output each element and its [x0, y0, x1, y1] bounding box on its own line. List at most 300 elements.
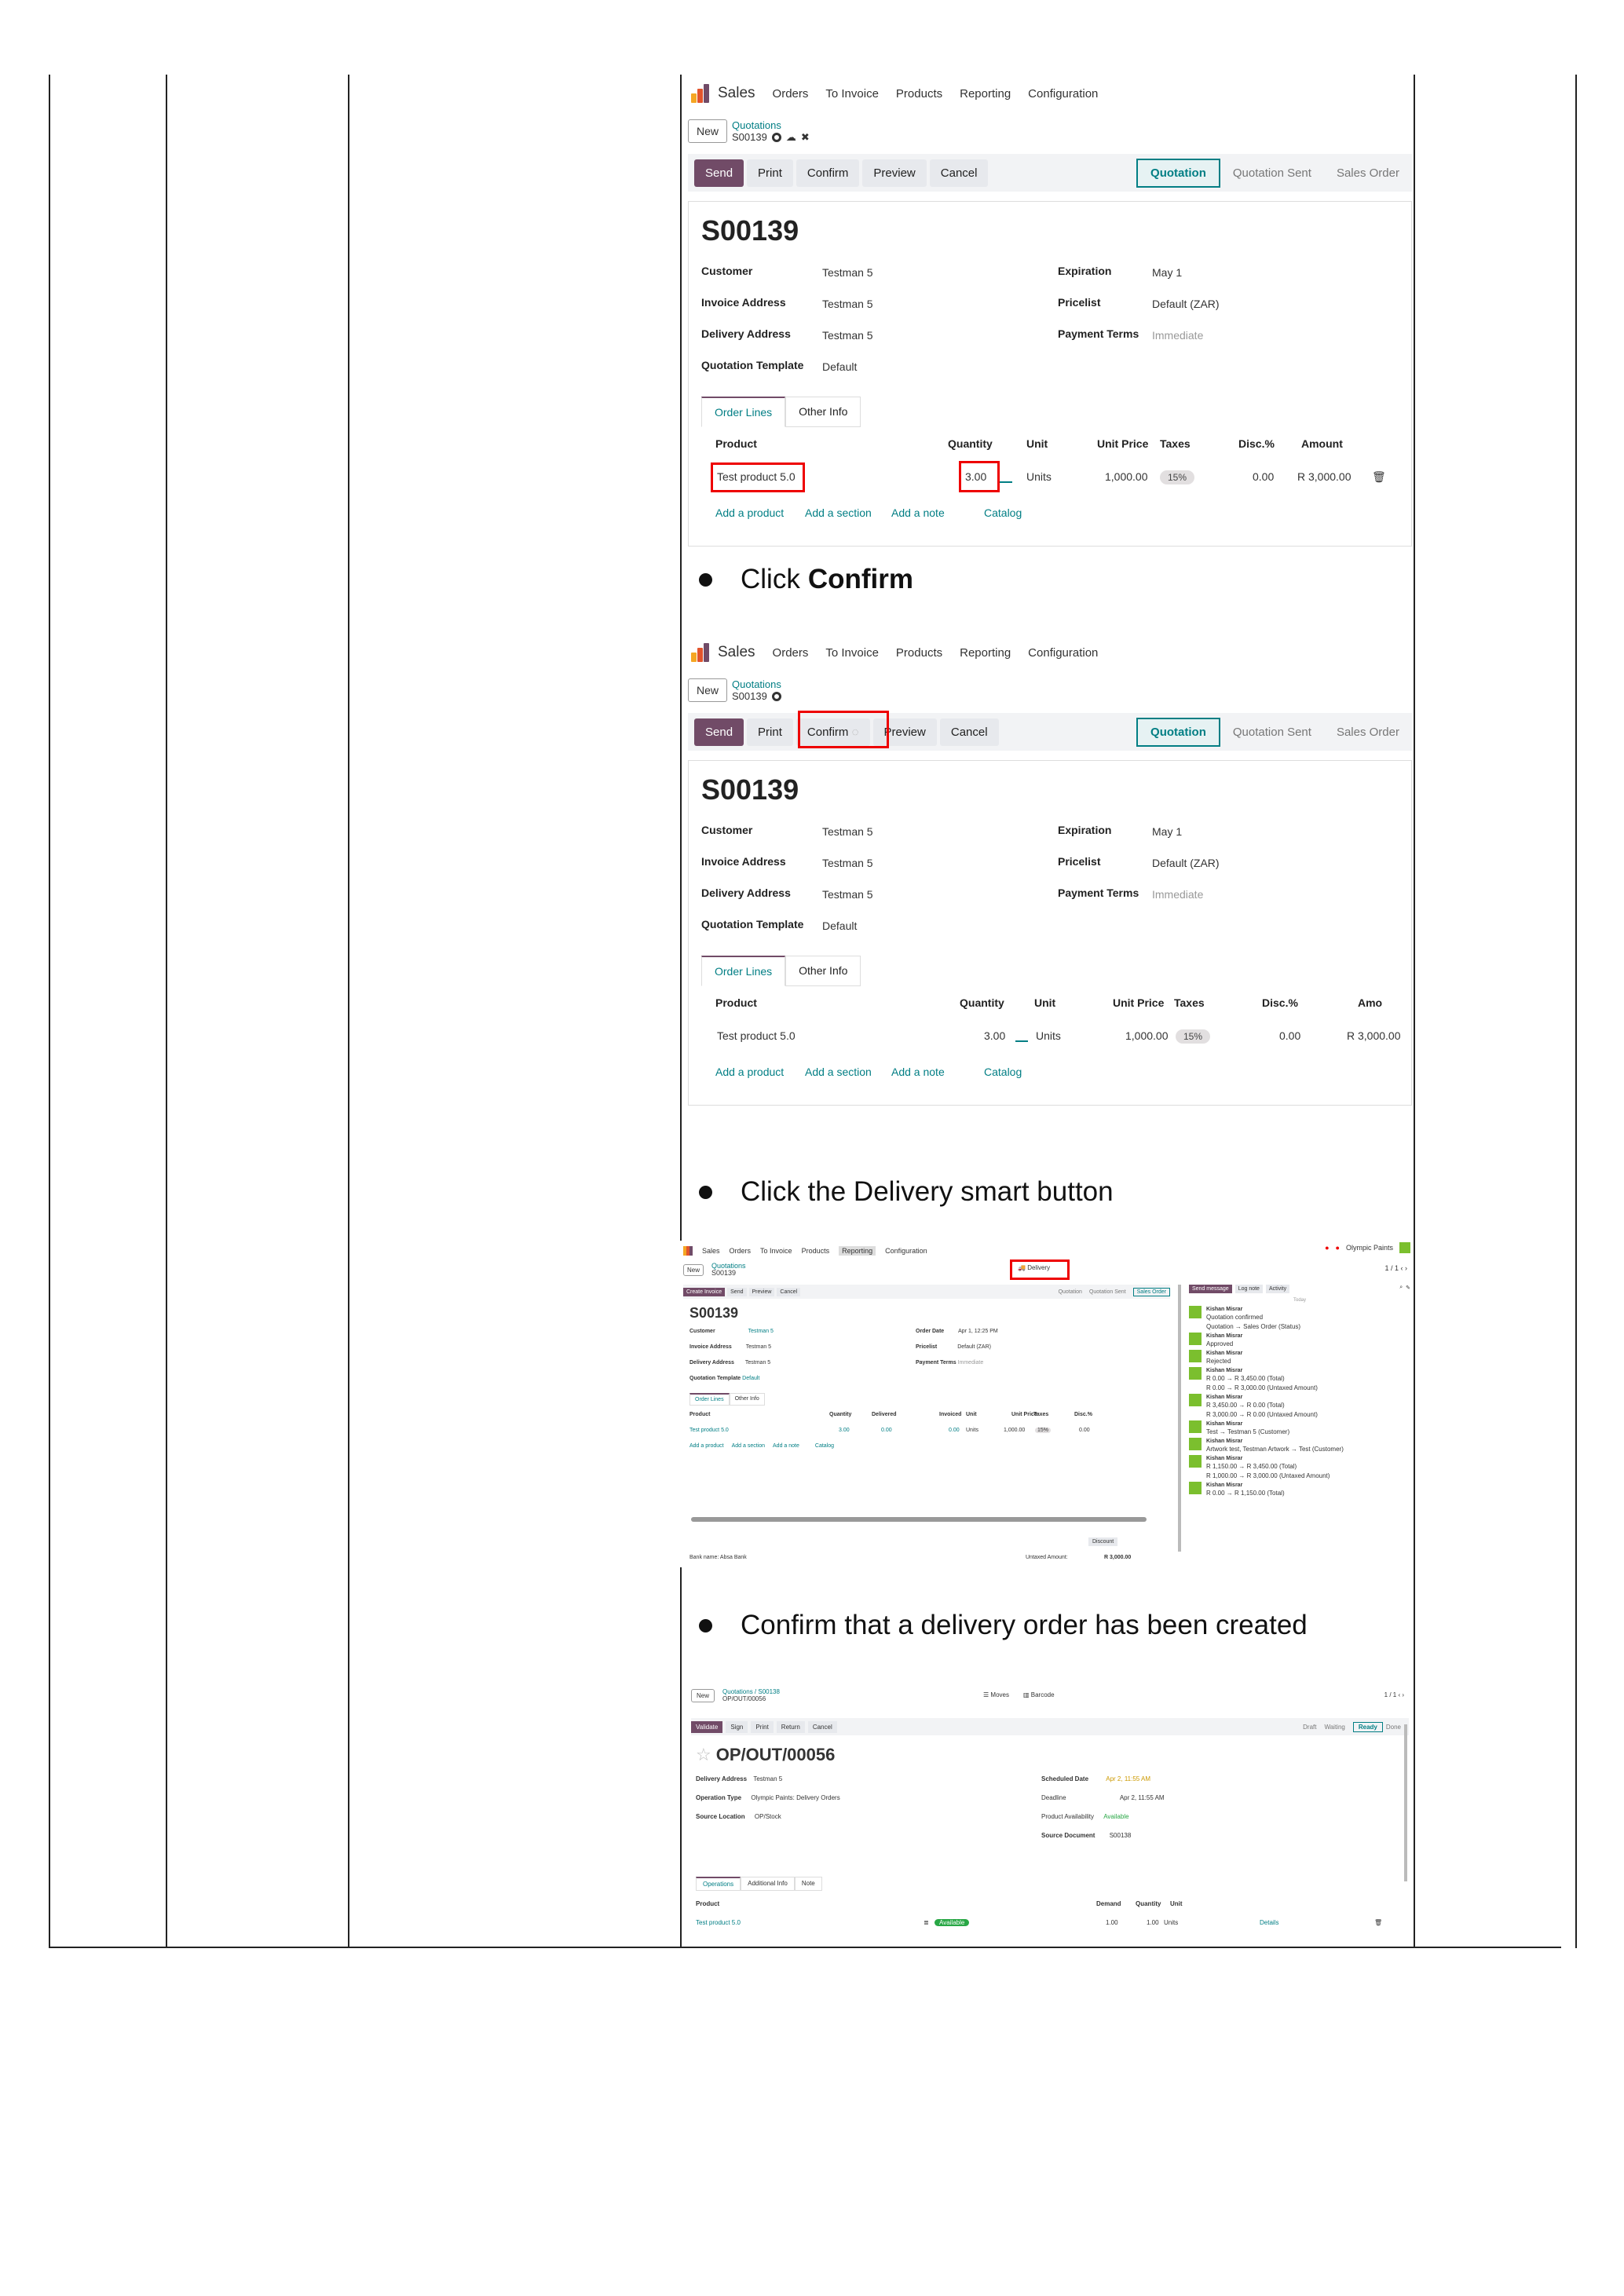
invoice-address-value[interactable]: Testman 5: [745, 1344, 772, 1350]
star-icon[interactable]: ☆: [696, 1745, 711, 1764]
activity-icon[interactable]: ●: [1335, 1244, 1340, 1252]
menu-reporting[interactable]: Reporting: [960, 86, 1011, 101]
line-disc[interactable]: 0.00: [1279, 1029, 1301, 1042]
pager[interactable]: 1 / 1 ‹ ›: [1384, 1691, 1404, 1698]
record-title: S00139: [689, 1305, 739, 1321]
delivery-address-label: Delivery Address: [701, 887, 791, 899]
avatar[interactable]: [1189, 1306, 1202, 1318]
avatar[interactable]: [1189, 1438, 1202, 1450]
col-quantity: Quantity: [948, 437, 993, 450]
col-taxes: Taxes: [1033, 1412, 1049, 1417]
chatter-body: R 0.00 → R 1,150.00 (Total): [1206, 1490, 1285, 1497]
line-unit[interactable]: Units: [1164, 1919, 1179, 1926]
status-ready[interactable]: Ready: [1353, 1722, 1383, 1732]
chatter-body: R 1,150.00 → R 3,450.00 (Total): [1206, 1463, 1297, 1470]
add-note-link[interactable]: Add a note: [773, 1443, 799, 1449]
table-column-divider: [166, 75, 167, 1948]
discount-button[interactable]: Discount: [1088, 1537, 1117, 1546]
app-name[interactable]: Sales: [718, 85, 755, 101]
chatter-message: [1189, 1482, 1285, 1497]
col-taxes: Taxes: [1160, 437, 1191, 450]
sales-app-icon: [691, 84, 710, 103]
chatter-body: Quotation confirmed: [1206, 1314, 1264, 1321]
col-product: Product: [715, 437, 757, 450]
preview-button[interactable]: Preview: [862, 159, 926, 187]
table-border-bottom: [49, 1947, 1561, 1948]
pricelist-value[interactable]: Default (ZAR): [1152, 857, 1220, 869]
source-document-value[interactable]: S00138: [1109, 1832, 1132, 1839]
payment-terms-value[interactable]: Immediate: [1152, 888, 1204, 901]
availability-badge: Available: [935, 1919, 969, 1926]
breadcrumb-quotations[interactable]: Quotations: [732, 678, 781, 690]
menu-to-invoice[interactable]: To Invoice: [825, 86, 879, 101]
chatter-text: [1206, 1411, 1318, 1419]
quotation-template-label: Quotation Template: [701, 918, 804, 930]
status-sales-order[interactable]: Sales Order: [1336, 166, 1399, 180]
col-unit-price: Unit Price: [1113, 996, 1165, 1009]
send-message-button[interactable]: Send message: [1189, 1285, 1232, 1293]
chatter-message: [1189, 1306, 1263, 1322]
screenshot-confirm: [688, 634, 1412, 1106]
new-button[interactable]: New: [688, 119, 727, 143]
delivery-address-label: Delivery Address: [701, 327, 791, 340]
line-quantity[interactable]: 3.00: [984, 1029, 1006, 1042]
pager-value: 1 / 1: [1384, 1691, 1397, 1698]
chatter-message: [1189, 1350, 1242, 1366]
sign-button[interactable]: Sign: [726, 1721, 748, 1733]
payment-terms-label: Payment Terms: [1058, 327, 1139, 340]
col-product: Product: [689, 1412, 711, 1417]
table-column-divider: [680, 75, 682, 1948]
status-quotation-sent[interactable]: Quotation Sent: [1232, 725, 1311, 739]
add-note-link[interactable]: Add a note: [891, 506, 945, 519]
availability-label: Product Availability: [1041, 1813, 1094, 1820]
cancel-button[interactable]: Cancel: [808, 1721, 837, 1733]
add-section-link[interactable]: Add a section: [805, 1066, 872, 1078]
highlight-product: [711, 462, 805, 492]
customer-value[interactable]: Testman 5: [822, 825, 873, 838]
customer-label: Customer: [701, 824, 753, 836]
chatter-body: Quotation → Sales Order (Status): [1206, 1323, 1301, 1330]
customer-label: Customer: [701, 265, 753, 277]
add-section-link[interactable]: Add a section: [805, 506, 872, 519]
avatar[interactable]: [1189, 1367, 1202, 1380]
line-product[interactable]: Test product 5.0: [696, 1919, 741, 1926]
chatter-author: Kishan Misrar: [1206, 1395, 1243, 1400]
col-product: Product: [715, 996, 757, 1009]
tab-note[interactable]: Note: [795, 1877, 822, 1891]
pricelist-label: Pricelist: [916, 1344, 938, 1350]
search-icon[interactable]: ⌕: [1399, 1285, 1403, 1290]
line-unit-price[interactable]: 1,000.00: [1125, 1029, 1169, 1042]
pricelist-value[interactable]: Default (ZAR): [957, 1344, 991, 1350]
add-section-link[interactable]: Add a section: [731, 1443, 766, 1449]
new-button[interactable]: New: [683, 1264, 704, 1276]
print-button[interactable]: Print: [747, 159, 793, 187]
order-date-value[interactable]: Apr 1, 12:25 PM: [958, 1329, 998, 1334]
breadcrumb-quotations[interactable]: Quotations: [732, 119, 781, 131]
status-quotation-sent[interactable]: Quotation Sent: [1232, 166, 1311, 180]
sales-app-icon: [691, 643, 710, 662]
line-product[interactable]: Test product 5.0: [689, 1428, 729, 1433]
avatar[interactable]: [1189, 1394, 1202, 1406]
instruction-text: Click: [741, 564, 800, 594]
line-unit-price[interactable]: 1,000.00: [1004, 1428, 1026, 1433]
app-name[interactable]: Sales: [718, 644, 755, 660]
chatter-text: [1206, 1350, 1242, 1366]
cloud-save-icon[interactable]: ☁: [785, 131, 796, 143]
line-quantity[interactable]: 3.00: [965, 470, 987, 483]
menu-orders[interactable]: Orders: [772, 86, 809, 101]
moves-label: Moves: [990, 1691, 1009, 1698]
status-sales-order[interactable]: Sales Order: [1336, 725, 1399, 739]
payment-terms-label: Payment Terms: [916, 1360, 956, 1366]
chatter-author: Kishan Misrar: [1206, 1439, 1243, 1444]
send-button[interactable]: Send: [727, 1288, 746, 1296]
chatter-author: Kishan Misrar: [1206, 1368, 1243, 1373]
payment-terms-value[interactable]: Immediate: [1152, 329, 1204, 342]
tab-other-info[interactable]: Other Info: [730, 1393, 765, 1406]
new-button[interactable]: New: [688, 678, 727, 702]
line-disc[interactable]: 0.00: [1253, 470, 1275, 483]
chatter-author: Kishan Misrar: [1206, 1307, 1243, 1312]
line-quantity[interactable]: 1.00: [1147, 1919, 1159, 1926]
untaxed-value: R 3,000.00: [1104, 1555, 1132, 1560]
forecast-chart-icon[interactable]: [1000, 472, 1012, 483]
sales-app-icon: [683, 1246, 693, 1256]
deadline-value[interactable]: Apr 2, 11:55 AM: [1119, 1794, 1165, 1801]
source-document-label: Source Document: [1041, 1832, 1095, 1839]
menu-configuration[interactable]: Configuration: [1028, 86, 1099, 101]
line-quantity[interactable]: 3.00: [839, 1428, 850, 1433]
col-amount: Amount: [1301, 437, 1343, 450]
tab-order-lines[interactable]: Order Lines: [689, 1393, 730, 1406]
col-unit: Unit: [1170, 1900, 1183, 1907]
line-product[interactable]: Test product 5.0: [717, 1029, 796, 1042]
tab-other-info[interactable]: Other Info: [785, 397, 861, 427]
pager-value: 1 / 1: [1384, 1264, 1399, 1272]
chatter-text: [1206, 1333, 1242, 1348]
col-unit: Unit: [1026, 437, 1048, 450]
chatter-text: [1206, 1455, 1297, 1471]
menu-configuration[interactable]: Configuration: [885, 1247, 927, 1255]
quotation-template-value[interactable]: Default: [742, 1376, 760, 1381]
quotation-template-value[interactable]: Default: [822, 360, 858, 373]
list-icon[interactable]: ≣: [924, 1919, 929, 1926]
status-done[interactable]: Done: [1385, 1723, 1401, 1731]
chatter: [1189, 1285, 1410, 1567]
delivery-smart-button[interactable]: 🚚 Delivery: [1018, 1264, 1051, 1271]
chatter-body: R 0.00 → R 3,450.00 (Total): [1206, 1375, 1285, 1382]
breadcrumb-quotations[interactable]: Quotations: [711, 1262, 746, 1270]
tab-additional-info[interactable]: Additional Info: [741, 1877, 795, 1891]
status-quotation[interactable]: Quotation: [1058, 1289, 1082, 1295]
col-unit: Unit: [966, 1412, 977, 1417]
status-quotation[interactable]: Quotation: [1136, 718, 1220, 747]
chatter-body: Test → Testman 5 (Customer): [1206, 1428, 1290, 1435]
instruction-text: Confirm that a delivery order has been created: [741, 1610, 1308, 1640]
chatter-text: [1206, 1323, 1300, 1331]
bullet-dot: [699, 1619, 712, 1632]
pricelist-label: Pricelist: [1058, 296, 1101, 309]
create-invoice-button[interactable]: Create Invoice: [683, 1288, 725, 1296]
log-note-button[interactable]: Log note: [1235, 1285, 1263, 1293]
avatar[interactable]: [1399, 1242, 1410, 1253]
line-unit[interactable]: Units: [966, 1428, 978, 1433]
col-invoiced: Invoiced: [939, 1412, 962, 1417]
line-amount: R 3,000.00: [1297, 470, 1352, 483]
status-quotation-sent[interactable]: Quotation Sent: [1088, 1289, 1126, 1295]
menu-products[interactable]: Products: [895, 86, 943, 101]
line-unit[interactable]: Units: [1026, 470, 1052, 483]
return-button[interactable]: Return: [777, 1721, 805, 1733]
status-sales-order[interactable]: Sales Order: [1133, 1288, 1170, 1296]
chatter-text: [1206, 1367, 1285, 1383]
bullet-dot: [699, 1186, 712, 1199]
chatter-text: [1206, 1306, 1263, 1322]
status-waiting[interactable]: Waiting: [1324, 1723, 1345, 1731]
send-button[interactable]: Send: [694, 718, 744, 746]
menu-orders[interactable]: Orders: [772, 645, 809, 660]
col-disc: Disc.%: [1238, 437, 1275, 450]
tab-order-lines[interactable]: Order Lines: [701, 397, 785, 427]
delivery-address-value[interactable]: Testman 5: [744, 1360, 771, 1366]
instruction-text: Click the Delivery smart button: [741, 1176, 1114, 1207]
tax-badge[interactable]: 15%: [1035, 1428, 1051, 1433]
print-button[interactable]: Print: [751, 1721, 773, 1733]
pricelist-label: Pricelist: [1058, 855, 1101, 868]
col-amount: Amo: [1358, 996, 1383, 1009]
source-location-value[interactable]: OP/Stock: [754, 1813, 781, 1820]
delivery-address-value[interactable]: Testman 5: [822, 888, 873, 901]
chatter-message: [1189, 1455, 1297, 1471]
delivery-address-label: Delivery Address: [689, 1360, 734, 1366]
gear-icon[interactable]: [772, 133, 781, 142]
scheduled-date-value[interactable]: Apr 2, 11:55 AM: [1106, 1775, 1151, 1782]
availability-value: Available: [1103, 1813, 1129, 1820]
add-product-link[interactable]: Add a product: [715, 1066, 785, 1078]
chatter-body: R 1,000.00 → R 3,000.00 (Untaxed Amount): [1206, 1472, 1330, 1479]
horizontal-scrollbar[interactable]: [691, 1517, 1147, 1522]
col-unit-price: Unit Price: [1011, 1412, 1037, 1417]
chatter-message: [1189, 1394, 1285, 1409]
source-location-label: Source Location: [696, 1813, 745, 1820]
invoice-address-value[interactable]: Testman 5: [822, 298, 873, 310]
record-title: OP/OUT/00056: [715, 1745, 836, 1764]
chatter-body: R 3,000.00 → R 0.00 (Untaxed Amount): [1206, 1411, 1318, 1418]
trash-icon[interactable]: 🗑: [1374, 1919, 1383, 1926]
customer-value[interactable]: Testman 5: [822, 266, 873, 279]
barcode-label: Barcode: [1030, 1691, 1055, 1698]
add-product-link[interactable]: Add a product: [689, 1443, 724, 1449]
chatter-author: Kishan Misrar: [1206, 1421, 1243, 1427]
catalog-link[interactable]: Catalog: [984, 1066, 1022, 1078]
new-button[interactable]: New: [691, 1689, 715, 1702]
expiration-label: Expiration: [1058, 265, 1112, 277]
delivery-address-label: Delivery Address: [696, 1775, 748, 1782]
invoice-address-value[interactable]: Testman 5: [822, 857, 873, 869]
screenshot-delivery-order: [688, 1685, 1412, 1946]
breadcrumb-current: S00139: [732, 131, 767, 143]
menu-reporting[interactable]: Reporting: [960, 645, 1011, 660]
chatter-text: [1206, 1482, 1285, 1497]
chatter-text: [1206, 1394, 1285, 1409]
col-product: Product: [696, 1900, 720, 1907]
confirm-button[interactable]: Confirm: [796, 159, 860, 187]
menu-configuration[interactable]: Configuration: [1028, 645, 1099, 660]
avatar[interactable]: [1189, 1350, 1202, 1362]
delivery-label: Delivery: [1027, 1264, 1051, 1271]
line-invoiced[interactable]: 0.00: [949, 1428, 960, 1433]
company-name[interactable]: Olympic Paints: [1345, 1244, 1393, 1252]
status-draft[interactable]: Draft: [1303, 1723, 1317, 1731]
menu-to-invoice[interactable]: To Invoice: [825, 645, 879, 660]
chatter-message: [1189, 1438, 1344, 1453]
pricelist-value[interactable]: Default (ZAR): [1152, 298, 1220, 310]
invoice-address-label: Invoice Address: [701, 296, 786, 309]
col-delivered: Delivered: [872, 1412, 897, 1417]
trash-icon[interactable]: 🗑: [1372, 470, 1386, 483]
delivery-address-value[interactable]: Testman 5: [822, 329, 873, 342]
avatar[interactable]: [1189, 1333, 1202, 1345]
col-demand: Demand: [1096, 1900, 1121, 1907]
scheduled-date-label: Scheduled Date: [1041, 1775, 1089, 1782]
pager[interactable]: 1 / 1 ‹ ›: [1384, 1264, 1407, 1272]
tax-badge[interactable]: 15%: [1176, 1029, 1210, 1044]
instruction-click-confirm: [699, 564, 913, 595]
expiration-label: Expiration: [1058, 824, 1112, 836]
payment-terms-value[interactable]: Immediate: [957, 1360, 984, 1366]
line-amount: R 3,000.00: [1347, 1029, 1401, 1042]
highlight-quantity: [959, 461, 1000, 492]
line-unit[interactable]: Units: [1036, 1029, 1061, 1042]
record-title: S00139: [701, 773, 799, 806]
customer-label: Customer: [689, 1329, 715, 1334]
invoice-address-label: Invoice Address: [689, 1344, 732, 1350]
status-quotation[interactable]: Quotation: [1136, 159, 1220, 188]
instruction-confirm-delivery: [699, 1610, 1308, 1641]
line-delivered[interactable]: 0.00: [881, 1428, 892, 1433]
chat-icon[interactable]: ●: [1325, 1244, 1330, 1252]
chatter-text: [1206, 1438, 1344, 1453]
preview-button[interactable]: Preview: [749, 1288, 775, 1296]
tab-operations[interactable]: Operations: [696, 1877, 741, 1891]
quotation-template-value[interactable]: Default: [822, 919, 858, 932]
quotation-template-label: Quotation Template: [689, 1376, 741, 1381]
operation-type-value[interactable]: Olympic Paints: Delivery Orders: [751, 1794, 840, 1801]
validate-button[interactable]: Validate: [691, 1721, 722, 1733]
avatar[interactable]: [1189, 1482, 1202, 1494]
add-note-link[interactable]: Add a note: [891, 1066, 945, 1078]
avatar[interactable]: [1189, 1455, 1202, 1468]
vertical-scrollbar[interactable]: [1404, 1724, 1407, 1881]
table-column-divider: [348, 75, 349, 1948]
avatar[interactable]: [1189, 1420, 1202, 1433]
print-button[interactable]: Print: [747, 718, 793, 746]
menu-reporting[interactable]: Reporting: [839, 1246, 876, 1256]
menu-products[interactable]: Products: [895, 645, 943, 660]
breadcrumb-current: S00139: [732, 690, 767, 702]
paperclip-icon[interactable]: ✎: [1406, 1285, 1410, 1291]
col-quantity: Quantity: [829, 1412, 852, 1417]
col-quantity: Quantity: [1136, 1900, 1161, 1907]
breadcrumb-current: OP/OUT/00056: [722, 1695, 766, 1702]
vertical-scrollbar[interactable]: [1178, 1285, 1181, 1552]
spinner-icon: ◌: [851, 725, 859, 739]
line-unit-price[interactable]: 1,000.00: [1105, 470, 1148, 483]
col-unit: Unit: [1034, 996, 1056, 1009]
cancel-button[interactable]: Cancel: [940, 718, 999, 746]
col-quantity: Quantity: [960, 996, 1004, 1009]
quotation-template-label: Quotation Template: [701, 359, 804, 371]
bullet-dot: [699, 573, 712, 587]
barcode-smart-button[interactable]: ▥ Barcode: [1022, 1691, 1055, 1698]
expiration-value[interactable]: May 1: [1152, 825, 1183, 838]
activity-button[interactable]: Activity: [1266, 1285, 1289, 1293]
line-disc[interactable]: 0.00: [1079, 1428, 1090, 1433]
chatter-text: [1206, 1472, 1330, 1480]
chatter-author: Kishan Misrar: [1206, 1483, 1243, 1488]
gear-icon[interactable]: [772, 692, 781, 701]
delivery-address-value[interactable]: Testman 5: [753, 1775, 783, 1782]
preview-button[interactable]: Preview: [873, 718, 937, 746]
chatter-body: Approved: [1206, 1340, 1234, 1347]
deadline-label: Deadline: [1041, 1794, 1066, 1801]
chatter-message: [1206, 1472, 1330, 1480]
breadcrumb-parent[interactable]: Quotations / S00138: [722, 1688, 780, 1695]
discard-icon[interactable]: ✖: [800, 131, 810, 143]
col-taxes: Taxes: [1174, 996, 1205, 1009]
chatter-body: Artwork test, Testman Artwork → Test (Customer): [1206, 1446, 1344, 1453]
chatter-message: [1189, 1333, 1242, 1348]
chatter-author: Kishan Misrar: [1206, 1333, 1243, 1339]
line-product[interactable]: Test product 5.0: [717, 470, 796, 483]
chatter-author: Kishan Misrar: [1206, 1351, 1243, 1356]
catalog-link[interactable]: Catalog: [984, 506, 1022, 519]
highlight-delivery: [1010, 1260, 1070, 1280]
customer-value[interactable]: Testman 5: [748, 1329, 774, 1334]
tab-order-lines[interactable]: Order Lines: [701, 956, 785, 986]
chatter-body: Rejected: [1206, 1358, 1231, 1365]
menu-orders[interactable]: Orders: [729, 1247, 752, 1255]
tax-badge[interactable]: 15%: [1160, 470, 1194, 484]
menu-products[interactable]: Products: [801, 1247, 830, 1255]
bank-name: Bank name: Absa Bank: [689, 1555, 747, 1560]
record-title: S00139: [701, 214, 799, 247]
forecast-chart-icon[interactable]: [1015, 1031, 1028, 1042]
expiration-value[interactable]: May 1: [1152, 266, 1183, 279]
chatter-message: [1189, 1367, 1285, 1383]
menu-to-invoice[interactable]: To Invoice: [760, 1247, 792, 1255]
untaxed-label: Untaxed Amount:: [1026, 1555, 1068, 1560]
catalog-link[interactable]: Catalog: [814, 1443, 835, 1449]
invoice-address-label: Invoice Address: [701, 855, 786, 868]
cancel-button[interactable]: Cancel: [930, 159, 989, 187]
order-date-label: Order Date: [916, 1329, 945, 1334]
cancel-button[interactable]: Cancel: [777, 1288, 800, 1296]
chatter-text: [1206, 1384, 1318, 1392]
line-demand: 1.00: [1106, 1919, 1118, 1926]
details-link[interactable]: Details: [1260, 1919, 1279, 1926]
add-product-link[interactable]: Add a product: [715, 506, 785, 519]
app-name[interactable]: Sales: [702, 1247, 720, 1255]
chatter-message: [1206, 1411, 1318, 1419]
tab-other-info[interactable]: Other Info: [785, 956, 861, 986]
breadcrumb-current: S00139: [711, 1269, 737, 1277]
send-button[interactable]: Send: [694, 159, 744, 187]
moves-smart-button[interactable]: ☰ Moves: [983, 1691, 1009, 1698]
chatter-body: R 3,450.00 → R 0.00 (Total): [1206, 1402, 1285, 1409]
